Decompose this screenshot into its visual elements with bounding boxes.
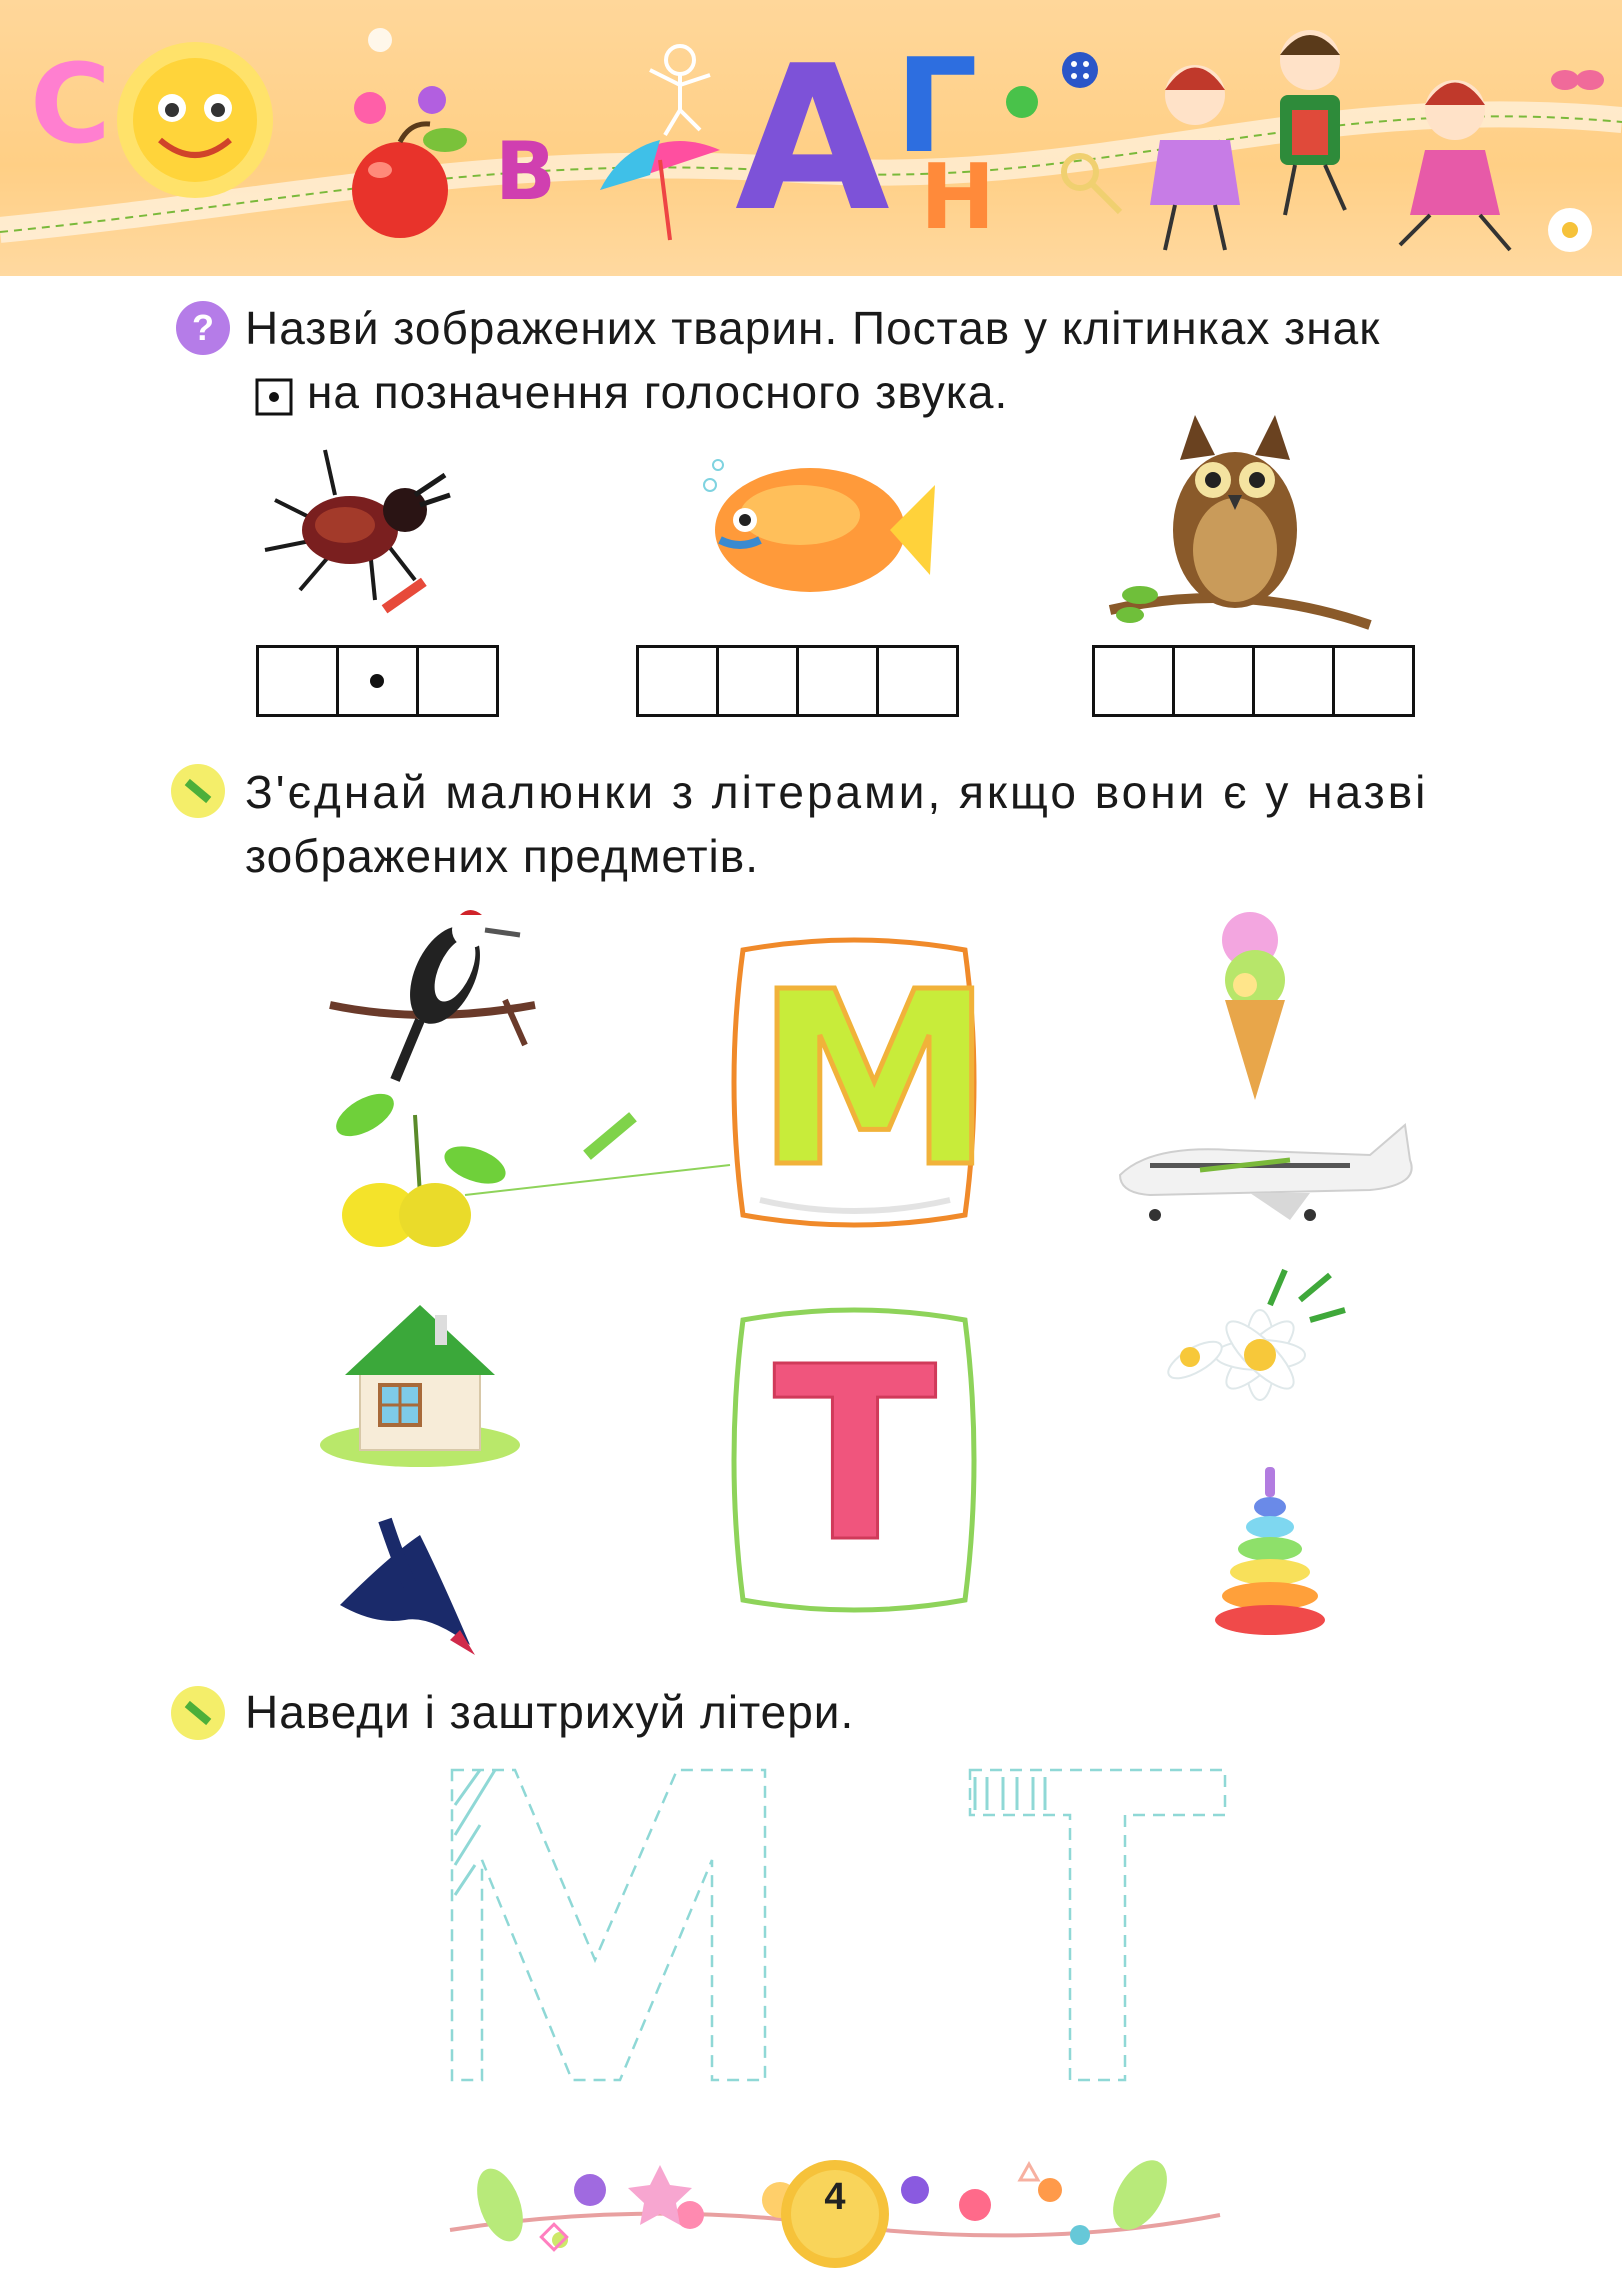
header-letter-s: С <box>30 40 111 168</box>
sound-cell[interactable] <box>799 648 879 714</box>
sound-grid-2 <box>636 645 959 717</box>
pencil-icon <box>583 1112 637 1160</box>
sun-icon <box>117 42 273 198</box>
page-number: 4 <box>824 2176 846 2218</box>
task-2-line-1: З'єднай малюнки з літерами, якщо вони є у назві <box>245 766 1429 818</box>
owl-illustration <box>1100 410 1380 635</box>
trace-letter-t[interactable] <box>965 1765 1230 2085</box>
button-icon <box>1062 52 1098 88</box>
airplane-illustration[interactable] <box>1110 1115 1425 1230</box>
pencil-icon <box>170 1685 226 1741</box>
child-boy-icon <box>1280 30 1345 215</box>
sound-cell[interactable] <box>719 648 799 714</box>
sound-cell[interactable] <box>419 648 496 714</box>
header-letter-g: Г <box>895 30 978 182</box>
task-3-instruction <box>245 1680 1445 1744</box>
pyramid-toy-illustration[interactable] <box>1210 1462 1330 1637</box>
letter-m: М <box>755 940 994 1220</box>
swallow-illustration[interactable] <box>330 1505 480 1655</box>
question-icon <box>175 300 231 356</box>
svg-text:?: ? <box>192 307 214 348</box>
sound-cell[interactable] <box>879 648 956 714</box>
vowel-dot <box>370 674 384 688</box>
flower-icon <box>368 28 392 52</box>
sound-grid-3 <box>1092 645 1415 717</box>
fish-illustration <box>690 445 940 615</box>
child-girl-icon <box>1150 65 1240 250</box>
flower-icon <box>354 92 386 124</box>
house-illustration[interactable] <box>315 1295 525 1470</box>
task-1-line-2: на позначення голосного звука. <box>307 366 1009 418</box>
sound-cell[interactable] <box>1175 648 1255 714</box>
task-3-line-1: Наведи і заштрихуй літери. <box>245 1686 855 1738</box>
sound-cell[interactable] <box>1255 648 1335 714</box>
sound-grid-1 <box>256 645 499 717</box>
header-letter-n: Н <box>920 145 996 250</box>
sound-cell[interactable] <box>1335 648 1412 714</box>
vowel-box-icon <box>255 378 295 418</box>
woodpecker-illustration[interactable] <box>325 905 545 1085</box>
sound-cell[interactable] <box>259 648 339 714</box>
flower-icon <box>418 86 446 114</box>
header-banner <box>0 0 1622 276</box>
trace-letter-m[interactable] <box>440 1765 780 2085</box>
sound-cell[interactable] <box>639 648 719 714</box>
header-letter-v: В <box>495 125 556 218</box>
butterfly-icon <box>1551 70 1604 90</box>
letter-t: Т <box>773 1315 937 1595</box>
task-2-instruction <box>245 760 1495 888</box>
pencil-icon <box>382 578 427 614</box>
connection-line <box>445 1100 745 1210</box>
ice-cream-illustration[interactable] <box>1210 905 1300 1105</box>
header-letter-a: А <box>735 23 890 256</box>
clover-icon <box>1006 86 1038 118</box>
daisy-illustration[interactable] <box>1150 1265 1360 1415</box>
task-1-instruction <box>245 296 1495 424</box>
stick-figure-icon <box>650 46 710 135</box>
task-2-line-2: зображених предметів. <box>245 830 759 882</box>
task-1-line-1: Назви́ зображених тварин. Постав у клітинках знак <box>245 302 1381 354</box>
beetle-illustration <box>255 440 455 640</box>
sound-cell[interactable] <box>1095 648 1175 714</box>
pencil-icon <box>170 763 226 819</box>
sound-cell-marked[interactable] <box>339 648 419 714</box>
